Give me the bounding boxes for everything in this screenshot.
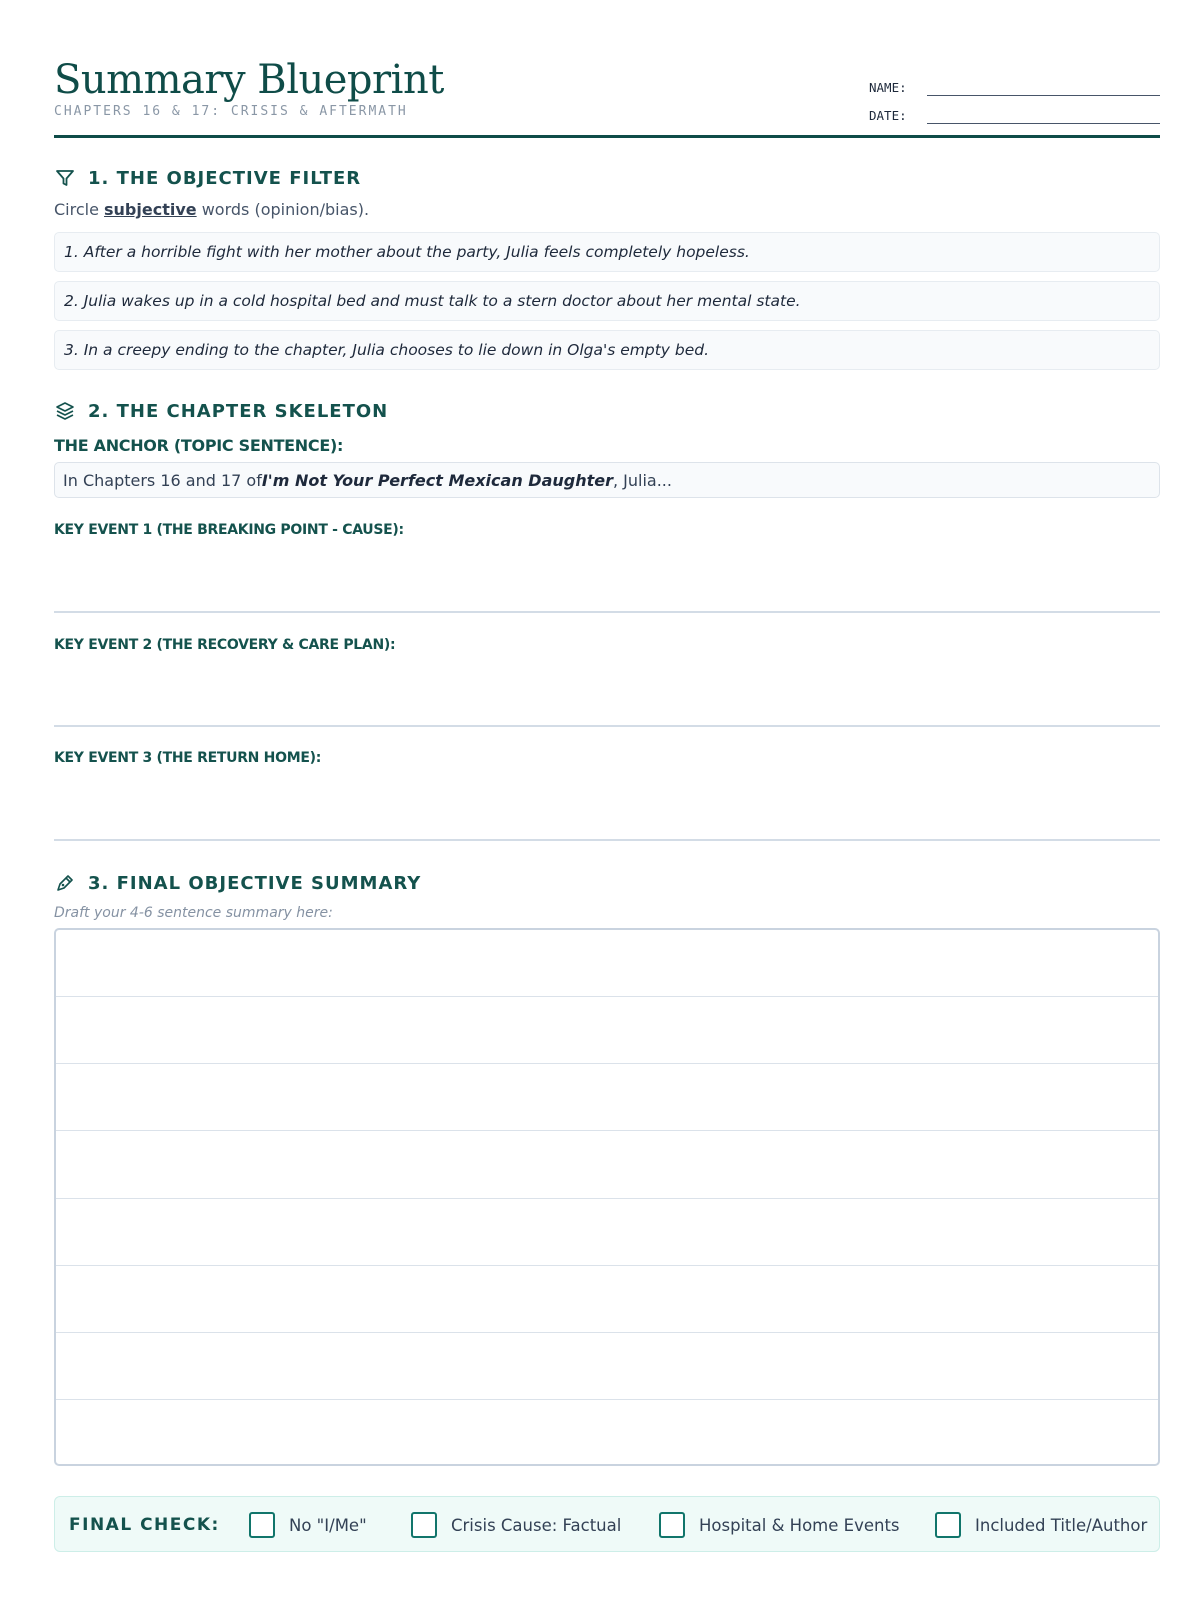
- instruction-text: words (opinion/bias).: [196, 200, 370, 219]
- check-label: No "I/Me": [289, 1515, 367, 1535]
- check-item-crisis-cause[interactable]: [411, 1511, 621, 1539]
- page-title: Summary Blueprint: [54, 57, 444, 103]
- summary-line: [56, 1198, 1158, 1199]
- draft-instruction: Draft your 4-6 sentence summary here:: [54, 905, 333, 921]
- summary-line: [56, 1130, 1158, 1131]
- check-item-hospital-home[interactable]: [659, 1511, 900, 1539]
- section-objective-filter-heading: [54, 166, 361, 190]
- book-title: I'm Not Your Perfect Mexican Daughter: [261, 470, 613, 490]
- summary-writing-box[interactable]: [54, 928, 1160, 1466]
- final-check-title: FINAL CHECK:: [69, 1515, 220, 1535]
- date-field[interactable]: [927, 110, 1160, 124]
- checkbox[interactable]: [659, 1512, 685, 1538]
- filter-sentence-2[interactable]: 2. Julia wakes up in a cold hospital bed and must talk to a stern doctor about her mental state.: [54, 281, 1160, 321]
- check-item-title-author[interactable]: [935, 1511, 1147, 1539]
- final-check-bar: [54, 1496, 1160, 1552]
- check-label: Included Title/Author: [975, 1515, 1148, 1535]
- anchor-text: , Julia...: [612, 470, 672, 490]
- anchor-text: In Chapters 16 and 17 of: [63, 470, 262, 490]
- page-subtitle: CHAPTERS 16 & 17: CRISIS & AFTERMATH: [54, 104, 408, 119]
- filter-instruction: [54, 200, 369, 219]
- check-item-no-i-me[interactable]: [249, 1511, 367, 1539]
- name-field-row: [869, 76, 1160, 96]
- filter-sentence-1[interactable]: 1. After a horrible fight with her mother about the party, Julia feels completely hopeless.: [54, 232, 1160, 272]
- summary-line: [56, 1265, 1158, 1266]
- summary-line: [56, 1399, 1158, 1400]
- key-event-3-line[interactable]: [54, 839, 1160, 841]
- checkbox[interactable]: [935, 1512, 961, 1538]
- name-field[interactable]: [927, 82, 1160, 96]
- summary-line: [56, 1332, 1158, 1333]
- key-event-2-label: KEY EVENT 2 (THE RECOVERY & CARE PLAN):: [54, 637, 396, 653]
- section-final-summary-heading: [54, 871, 421, 895]
- section-title: 2. THE CHAPTER SKELETON: [88, 400, 389, 422]
- filter-sentence-3[interactable]: 3. In a creepy ending to the chapter, Julia chooses to lie down in Olga's empty bed.: [54, 330, 1160, 370]
- pen-icon: [54, 872, 76, 894]
- section-chapter-skeleton-heading: [54, 399, 388, 423]
- check-label: Hospital & Home Events: [699, 1515, 900, 1535]
- name-label: NAME:: [869, 80, 907, 95]
- date-label: DATE:: [869, 108, 907, 123]
- key-event-2-line[interactable]: [54, 725, 1160, 727]
- key-event-3-label: KEY EVENT 3 (THE RETURN HOME):: [54, 750, 321, 766]
- checkbox[interactable]: [249, 1512, 275, 1538]
- anchor-sentence-box[interactable]: [54, 462, 1160, 498]
- date-field-row: [869, 104, 1160, 124]
- section-title: 3. FINAL OBJECTIVE SUMMARY: [88, 872, 422, 894]
- checkbox[interactable]: [411, 1512, 437, 1538]
- worksheet-page: [54, 0, 1160, 1600]
- summary-line: [56, 996, 1158, 997]
- summary-line: [56, 1063, 1158, 1064]
- instruction-text: Circle: [54, 200, 105, 219]
- layers-icon: [54, 400, 76, 422]
- instruction-keyword: subjective: [104, 200, 197, 219]
- check-label: Crisis Cause: Factual: [451, 1515, 622, 1535]
- key-event-1-line[interactable]: [54, 611, 1160, 613]
- filter-icon: [54, 167, 76, 189]
- key-event-1-label: KEY EVENT 1 (THE BREAKING POINT - CAUSE):: [54, 522, 404, 538]
- section-title: 1. THE OBJECTIVE FILTER: [88, 167, 362, 189]
- worksheet-header: [54, 56, 1160, 138]
- anchor-label: THE ANCHOR (TOPIC SENTENCE):: [54, 436, 344, 455]
